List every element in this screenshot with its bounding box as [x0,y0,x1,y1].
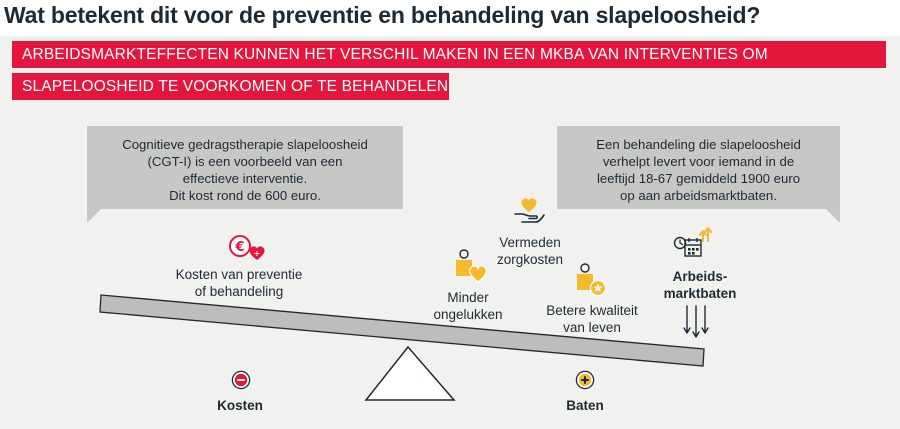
person-heart-icon [453,248,489,284]
callout-costs-line: effectieve interventie. [182,171,308,186]
callout-benefits [557,126,840,209]
callout-costs [87,126,403,209]
label-line: Minder [447,290,489,305]
callout-tail [826,209,840,223]
callout-benefits-line: verhelpt levert voor iemand in de [602,154,795,169]
calendar-arrows-icon [673,227,713,261]
callout-costs-line: Dit kost rond de 600 euro. [169,188,321,203]
plus-icon [575,370,595,390]
euro-heart-icon [227,234,269,264]
hand-heart-icon [512,196,546,224]
callout-costs-line: Cognitieve gedragstherapie slapeloosheid [122,137,368,152]
label-kosten: Kosten [217,398,263,413]
callout-costs-line: (CGT-I) is een voorbeeld van een [147,154,343,169]
label-line: ongelukken [433,307,503,322]
label-line: Kosten van preventie [175,267,303,282]
svg-text:+: + [253,249,261,258]
label-line: of behandeling [194,284,284,299]
page-title: Wat betekent dit voor de preventie en behandeling van slapeloosheid? [4,2,761,28]
scale-fulcrum [366,347,454,400]
label-line: van leven [563,320,621,335]
minus-icon [231,370,251,390]
label-line: Arbeids- [672,269,728,284]
label-baten: Baten [566,398,604,413]
balance-scale [0,290,900,429]
callout-benefits-line: op aan arbeidsmarktbaten. [620,188,777,203]
label-line: marktbaten [663,286,737,301]
label-line: Vermeden [499,235,561,250]
svg-text:€: € [235,240,245,255]
label-line: zorgkosten [496,252,564,267]
label-line: Betere kwaliteit [546,303,638,318]
banner-line-2: SLAPELOOSHEID TE VOORKOMEN OF TE BEHANDELEN [12,73,449,100]
callout-benefits-line: leeftijd 18-67 gemiddeld 1900 euro [596,171,801,186]
callout-tail [87,209,101,223]
label-vermeden-zorgkosten [480,234,580,268]
callout-benefits-line: Een behandeling die slapeloosheid [596,137,801,152]
banner-line-1: ARBEIDSMARKTEFFECTEN KUNNEN HET VERSCHIL MAKEN IN EEN MKBA VAN INTERVENTIES OM [12,41,886,68]
